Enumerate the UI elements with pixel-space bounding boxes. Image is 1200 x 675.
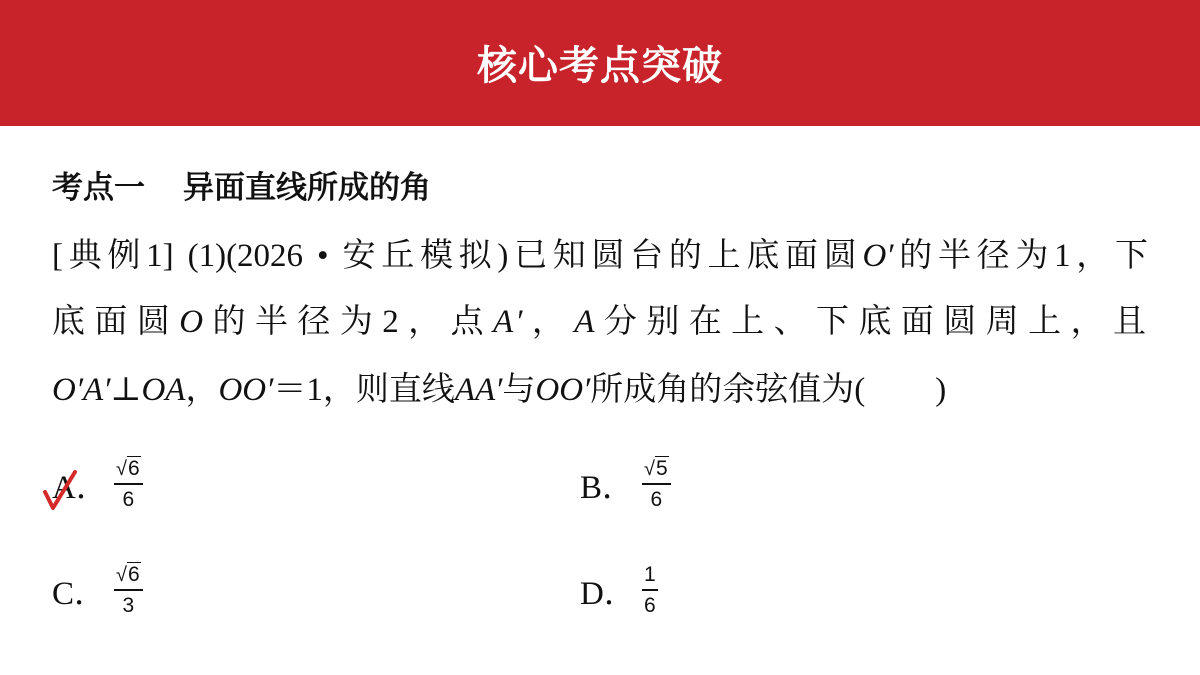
question-line-2: 底面圆O的半径为2，点A′，A分别在上、下底面圆周上，且 bbox=[52, 304, 1149, 340]
checkmark-icon bbox=[42, 470, 78, 512]
sqrt-icon: √ bbox=[644, 458, 655, 480]
header-banner bbox=[0, 0, 1200, 126]
section-label: 考点一 bbox=[52, 170, 145, 206]
option-d[interactable] bbox=[580, 562, 658, 619]
section-topic: 异面直线所成的角 bbox=[183, 170, 431, 206]
option-b-fraction: $\frac{√5}{6}$ bbox=[642, 456, 671, 513]
option-c-fraction: $\frac{√6}{3}$ bbox=[114, 562, 143, 619]
sqrt-icon: √ bbox=[116, 564, 127, 586]
page-title: 核心考点突破 bbox=[477, 42, 723, 89]
sqrt-icon: √ bbox=[116, 458, 127, 480]
question-part: (1) bbox=[187, 238, 227, 274]
option-c-label: C． bbox=[52, 576, 108, 612]
option-a-label: A． bbox=[52, 470, 109, 506]
option-b[interactable] bbox=[580, 456, 671, 513]
question-line-3: O′A′⊥OA，OO′＝1，则直线AA′与OO′所成角的余弦值为( ) bbox=[52, 372, 947, 408]
option-d-label: D． bbox=[580, 576, 637, 612]
option-c[interactable] bbox=[52, 562, 143, 619]
option-d-fraction: $\frac{1}{6}$ bbox=[644, 563, 656, 617]
option-b-label: B． bbox=[580, 470, 636, 506]
section-title bbox=[52, 164, 431, 212]
example-tag: [典例1] bbox=[52, 238, 174, 274]
question-source: (2026 • 安丘模拟) bbox=[226, 238, 509, 274]
option-a-fraction: $\frac{√6}{6}$ bbox=[114, 456, 143, 513]
question-line-1: [典例1] (1)(2026 • 安丘模拟)已知圆台的上底面圆O′的半径为1，下 bbox=[52, 238, 1149, 274]
